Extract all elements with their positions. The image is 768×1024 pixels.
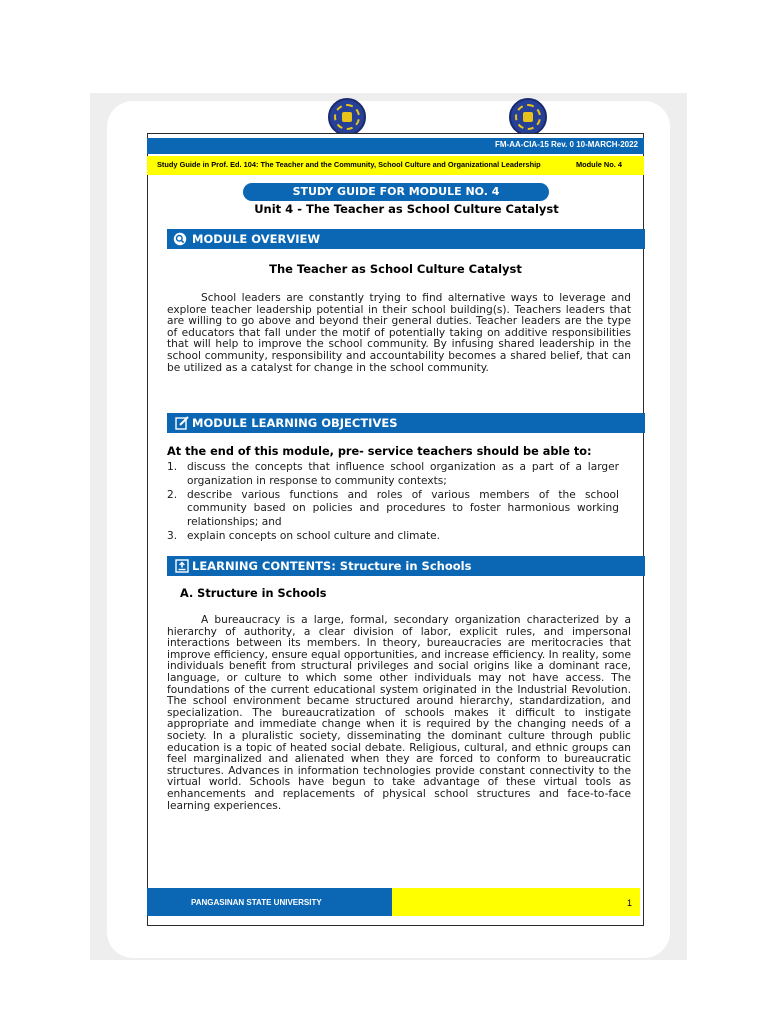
module-overview-label: MODULE OVERVIEW <box>192 232 321 246</box>
seal-emblem <box>523 112 533 122</box>
form-code: FM-AA-CIA-15 Rev. 0 10-MARCH-2022 <box>495 140 638 149</box>
course-title-bar <box>147 156 644 175</box>
seal-emblem <box>342 112 352 122</box>
footer-university: PANGASINAN STATE UNIVERSITY <box>191 898 322 907</box>
list-item-text: discuss the concepts that influence school organization as a part of a larger organization in response to community contexts; <box>187 461 619 487</box>
page-number: 1 <box>626 898 632 908</box>
magnifier-icon <box>173 232 187 246</box>
course-title: Study Guide in Prof. Ed. 104: The Teacher and the Community, School Culture and Organizational Leadership <box>157 160 541 169</box>
form-code-bar <box>147 138 644 154</box>
list-item-text: describe various functions and roles of various members of the school community based on policies and procedures to foster harmonious working relationships; and <box>187 488 619 529</box>
learning-objectives-header <box>167 413 645 433</box>
list-number: 1. <box>167 461 178 473</box>
structure-paragraph: A bureaucracy is a large, formal, secondary organization characterized by a hierarchy of authority, a clear division of labor, explicit rules, and impersonal interactions between its members. In theory, bureaucracies are meritocracies that improve efficiency, ensure equal opportunities, and increase efficiency. In reality, some individuals benefit from structural privileges and social origins like a dominant race, language, or culture to which some other individuals may not have access. The foundations of the current educational system originated in the Industrial Revolution. The school environment became structured around hierarchy, standardization, and specialization. The bureaucratization of schools makes it difficult to instigate appropriate and immediate change when it is required by the changing needs of a society. In a pluralistic society, disseminating the dominant culture through public education is a topic of heated social debate. Religious, cultural, and ethnic groups can feel marginalized and alienated when they are forced to conform to bureaucratic structures. Advances in information technologies provide constant connectivity to the virtual world. Schools have begun to take advantage of these virtual tools as enhancements and replacements of physical school structures and face-to-face learning experiences. <box>167 614 631 812</box>
edit-icon <box>175 416 189 430</box>
structure-subheading: A. Structure in Schools <box>180 587 327 600</box>
list-item <box>167 530 619 544</box>
footer-page-bar <box>392 888 640 916</box>
unit-title: Unit 4 - The Teacher as School Culture Catalyst <box>254 202 559 216</box>
list-item-text: explain concepts on school culture and climate. <box>187 529 441 542</box>
footer-university-bar <box>147 888 392 916</box>
overview-paragraph: School leaders are constantly trying to find alternative ways to leverage and explore teacher leadership potential in their school building(s). Teachers leaders that are willing to go above and beyond their general duties. Teacher leaders are the type of educators that fall under the motif of potentially taking on additive responsibilities that will help to improve the school community. By infusing shared leadership in the school community, responsibility and accountability becomes a shared belief, that can be utilized as a catalyst for change in the school community. <box>167 292 631 374</box>
objectives-lead: At the end of this module, pre- service teachers should be able to: <box>167 445 592 458</box>
module-number: Module No. 4 <box>576 160 622 169</box>
list-number: 2. <box>167 488 178 501</box>
overview-heading: The Teacher as School Culture Catalyst <box>269 262 522 276</box>
module-overview-header <box>167 229 645 249</box>
upload-icon <box>175 559 189 573</box>
learning-objectives-label: MODULE LEARNING OBJECTIVES <box>192 416 398 430</box>
university-seal-icon <box>509 98 547 136</box>
learning-contents-label: LEARNING CONTENTS: Structure in Schools <box>192 559 472 573</box>
list-number: 3. <box>167 529 178 542</box>
objectives-list <box>167 461 619 544</box>
university-seal-icon <box>328 98 366 136</box>
study-guide-title: STUDY GUIDE FOR MODULE NO. 4 <box>243 183 549 201</box>
list-item <box>167 461 619 489</box>
list-item <box>167 489 619 530</box>
learning-contents-header <box>167 556 645 576</box>
